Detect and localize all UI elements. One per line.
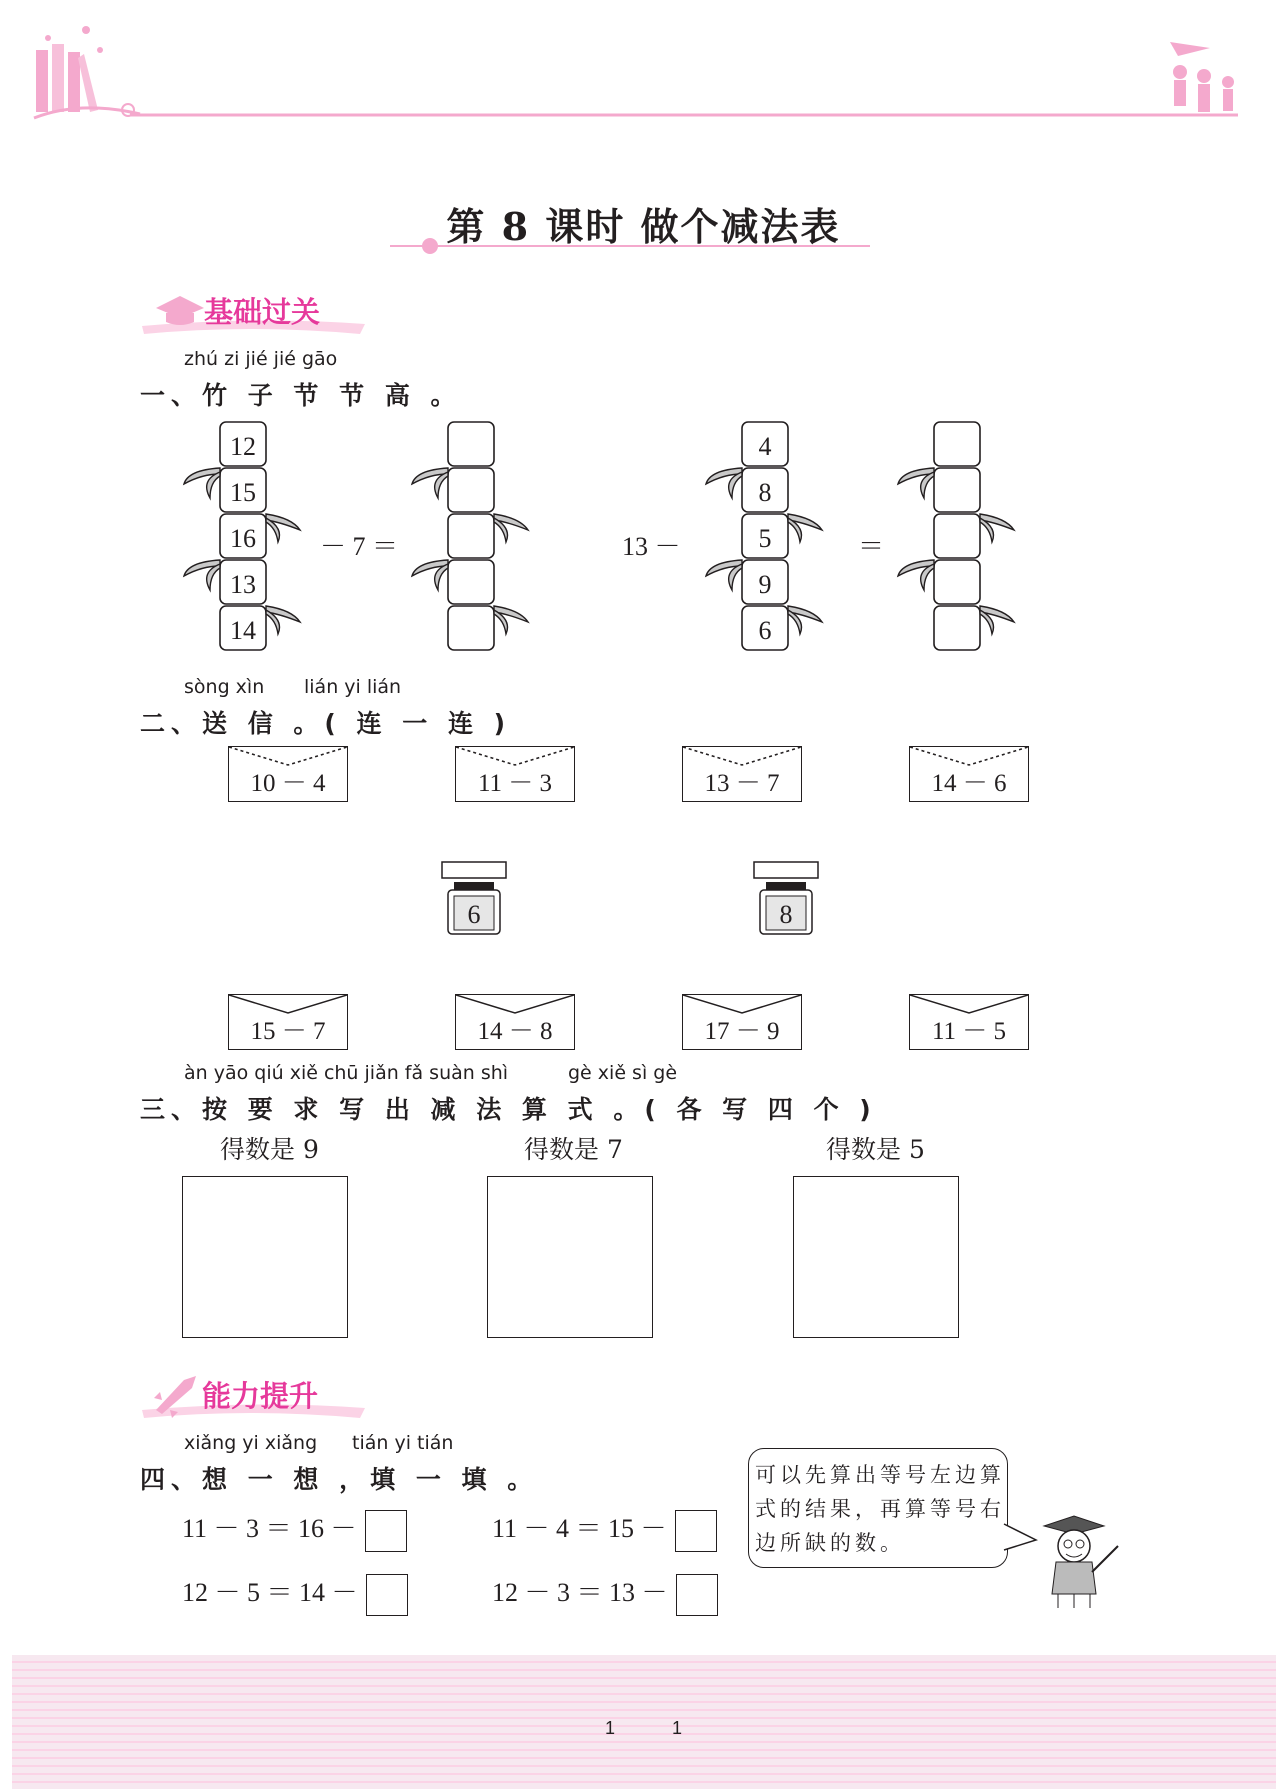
fill-equation — [182, 1572, 408, 1616]
envelope-label: 11 － 3 — [477, 770, 553, 797]
target-label: 得数是 9 — [220, 1135, 319, 1164]
children-kite-icon — [1170, 42, 1234, 112]
page-number-right: 1 — [672, 1718, 683, 1738]
teacher-icon — [1034, 1510, 1124, 1610]
equation-text: 11 － 3 ＝ 16 － — [182, 1514, 357, 1543]
envelope-label: 14 － 6 — [931, 770, 1007, 797]
answer-box[interactable] — [487, 1176, 653, 1338]
fill-equation — [182, 1508, 407, 1552]
q3-pinyin-a: àn yāo qiú xiě chū jiǎn fǎ suàn shì — [184, 1062, 509, 1084]
title-underline — [390, 236, 870, 256]
bamboo-right-cell: 4 — [758, 432, 772, 461]
page-number-left: 1 — [605, 1718, 616, 1738]
fill-equation — [492, 1572, 718, 1616]
bamboo-left-empty — [408, 418, 538, 658]
bamboo-left-cell: 12 — [230, 432, 256, 461]
envelope-top[interactable] — [682, 746, 802, 802]
answer-blank[interactable] — [366, 1574, 408, 1616]
answer-blank[interactable] — [676, 1574, 718, 1616]
page-title: 第 8 课时 做个减法表 — [446, 204, 841, 249]
target-label: 得数是 7 — [524, 1135, 623, 1164]
hint-text: 可以先算出等号左边算式的结果，再算等号右边所缺的数。 — [755, 1463, 1005, 1555]
q2-pinyin-a: sòng xìn — [184, 676, 265, 698]
answer-blank[interactable] — [365, 1510, 407, 1552]
mailbox-number: 8 — [779, 900, 793, 929]
books-logo-icon — [34, 26, 140, 118]
equation-text: 11 － 4 ＝ 15 － — [492, 1514, 667, 1543]
bamboo-right-cell: 5 — [758, 524, 772, 553]
answer-blank[interactable] — [675, 1510, 717, 1552]
envelope-bottom[interactable] — [909, 994, 1029, 1050]
envelope-bottom[interactable] — [228, 994, 348, 1050]
q3-pinyin-b: gè xiě sì gè — [568, 1062, 678, 1084]
q1-label: 一、竹 子 节 节 高 。 — [140, 381, 462, 410]
header-decoration — [0, 0, 1287, 140]
bamboo-left-operator: － 7 ＝ — [320, 532, 399, 561]
bamboo-left-cell: 16 — [230, 524, 256, 553]
bamboo-left-cell: 15 — [230, 478, 256, 507]
mailbox-number: 6 — [467, 900, 481, 929]
envelope-label: 11 － 5 — [931, 1018, 1007, 1045]
target-label: 得数是 5 — [826, 1135, 925, 1164]
equation-text: 12 － 3 ＝ 13 － — [492, 1578, 668, 1607]
bamboo-right-equals: ＝ — [858, 532, 885, 561]
q4-pinyin-b: tián yi tián — [352, 1432, 454, 1454]
q4-pinyin-a: xiǎng yi xiǎng — [184, 1432, 318, 1454]
section-heading-basic: 基础过关 — [204, 295, 321, 329]
answer-box[interactable] — [793, 1176, 959, 1338]
envelope-label: 17 － 9 — [704, 1018, 780, 1045]
envelope-bottom[interactable] — [682, 994, 802, 1050]
envelope-top[interactable] — [909, 746, 1029, 802]
bamboo-right-start: 13 － — [622, 532, 681, 561]
envelope-top[interactable] — [455, 746, 575, 802]
envelope-bottom[interactable] — [455, 994, 575, 1050]
footer-band — [12, 1655, 1276, 1789]
fill-equation — [492, 1508, 717, 1552]
bamboo-left-cell: 13 — [230, 570, 256, 599]
envelope-label: 14 － 8 — [477, 1018, 553, 1045]
envelope-label: 15 － 7 — [250, 1018, 326, 1045]
section-heading-advanced: 能力提升 — [202, 1379, 319, 1413]
bamboo-right-cell: 9 — [758, 570, 772, 599]
answer-box[interactable] — [182, 1176, 348, 1338]
q4-label: 四、想 一 想 ，填 一 填 。 — [140, 1465, 539, 1494]
bamboo-left-cell: 14 — [230, 616, 256, 645]
q3-label: 三、按 要 求 写 出 减 法 算 式 。( 各 写 四 个 ) — [140, 1095, 877, 1124]
bamboo-right-empty — [894, 418, 1024, 658]
bamboo-right-cell: 8 — [758, 478, 772, 507]
envelope-label: 10 － 4 — [250, 770, 326, 797]
q1-pinyin: zhú zi jié jié gāo — [184, 348, 338, 370]
bamboo-right-cell: 6 — [758, 616, 772, 645]
q2-pinyin-b: lián yi lián — [304, 676, 402, 698]
q2-label: 二、送 信 。( 连 一 连 ) — [140, 709, 512, 738]
equation-text: 12 － 5 ＝ 14 － — [182, 1578, 358, 1607]
envelope-top[interactable] — [228, 746, 348, 802]
envelope-label: 13 － 7 — [704, 770, 780, 797]
